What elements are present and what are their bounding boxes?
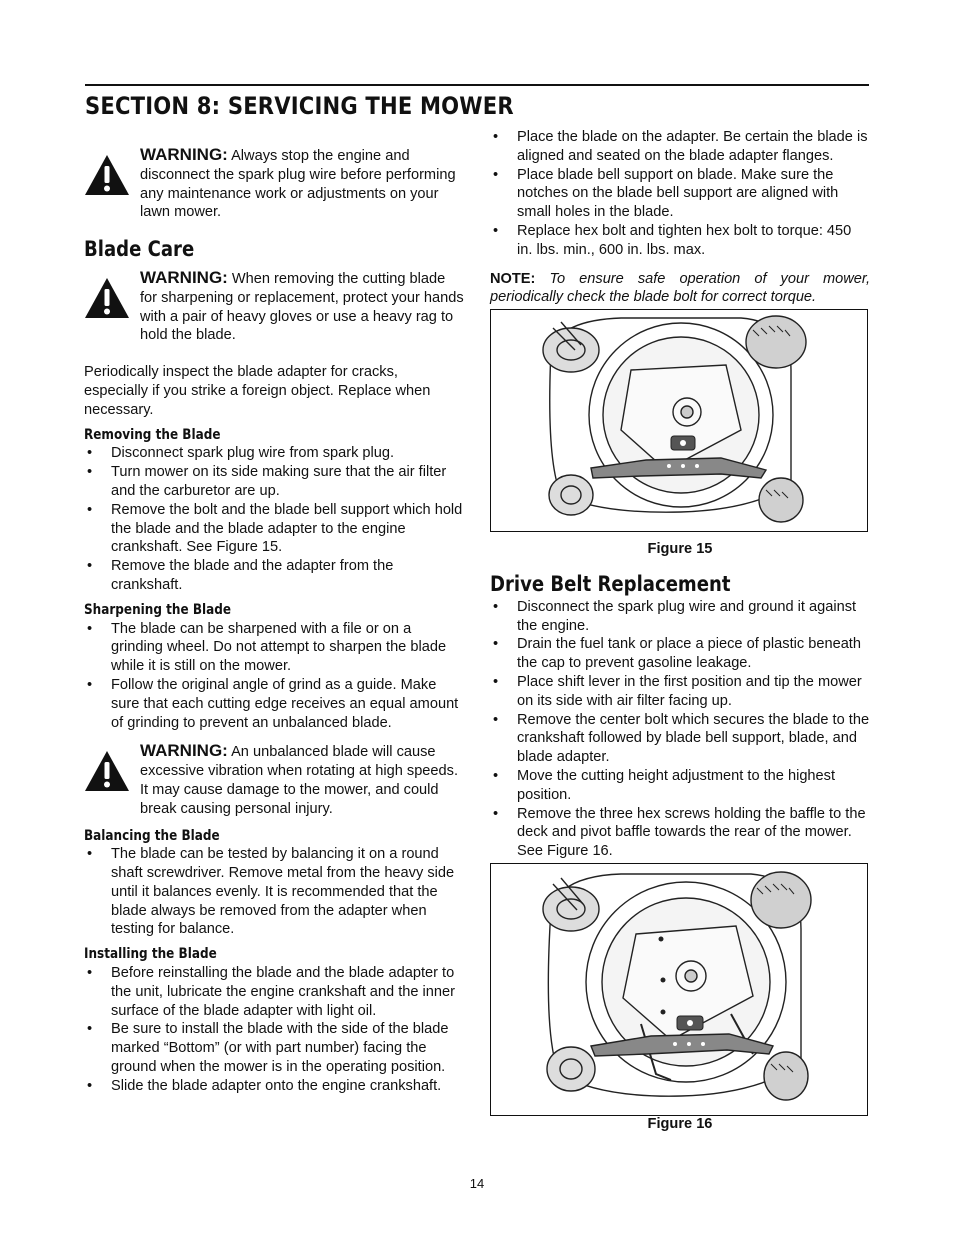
left-column: [84, 146, 464, 1096]
right-column: [490, 128, 870, 1134]
figure-16-caption: Figure 16: [647, 1115, 713, 1132]
list-item: • Drain the fuel tank or place a piece of plastic beneath the cap to prevent gasoline leakage.: [490, 635, 870, 673]
top-rule: [85, 84, 869, 86]
warning-block-gloves: [84, 269, 464, 345]
warning-block-maintenance: [84, 146, 464, 222]
torque-note: [490, 270, 870, 308]
list-item: • Remove the blade and the adapter from the crankshaft.: [84, 557, 464, 595]
balancing-blade-heading: Balancing the Blade: [84, 827, 220, 844]
list-item: • The blade can be tested by balancing it on a round shaft screwdriver. Remove metal from the heavy side until it balances evenly. It is recommended that the blade always be removed from the adapter when testing for balance.: [84, 845, 464, 939]
list-item: • The blade can be sharpened with a file or on a grinding wheel. Do not attempt to sharpen the blade while it is still on the mower.: [84, 620, 464, 676]
list-item: • Place shift lever in the first position and tip the mower on its side with air filter facing up.: [490, 673, 870, 711]
drive-belt-list: [490, 598, 870, 861]
removing-blade-heading: Removing the Blade: [84, 426, 221, 443]
installing-blade-heading: Installing the Blade: [84, 946, 217, 963]
list-item: • Disconnect the spark plug wire and ground it against the engine.: [490, 598, 870, 636]
warning-label: WARNING:: [140, 741, 228, 761]
list-item: • Place blade bell support on blade. Make sure the notches on the blade bell support are aligned with small holes in the blade.: [490, 166, 870, 222]
list-item: • Move the cutting height adjustment to the highest position.: [490, 767, 870, 805]
warning-text: When removing the cutting blade for sharpening or replacement, protect your hands with a pair of heavy gloves or use a heavy rag to hold the blade.: [140, 270, 464, 344]
note-text: To ensure safe operation of your mower, periodically check the blade bolt for correct torque.: [490, 270, 870, 306]
list-item: • Remove the three hex screws holding the baffle to the deck and pivot baffle towards the rear of the mower. See Figure 16.: [490, 805, 870, 861]
removing-blade-list: [84, 444, 464, 594]
mower-underside-blade-illustration: [491, 310, 867, 531]
drive-belt-heading: Drive Belt Replacement: [490, 571, 731, 596]
warning-label: WARNING:: [140, 145, 228, 164]
list-item: • Before reinstalling the blade and the blade adapter to the unit, lubricate the engine crankshaft and the inner surface of the blade adapter with light oil.: [84, 964, 464, 1020]
list-item: • Disconnect spark plug wire from spark plug.: [84, 444, 464, 463]
sharpening-blade-list: [84, 620, 464, 733]
note-label: NOTE:: [490, 270, 536, 287]
warning-text: Always stop the engine and disconnect the spark plug wire before performing any maintenance work or adjustments on your lawn mower.: [140, 148, 456, 221]
figure-15-frame: [490, 309, 868, 532]
list-item: • Place the blade on the adapter. Be certain the blade is aligned and seated on the blade adapter flanges.: [490, 128, 870, 166]
warning-label: WARNING:: [140, 267, 228, 287]
warning-triangle-icon: [84, 277, 130, 319]
installing-blade-list: [84, 964, 464, 1096]
list-item: • Replace hex bolt and tighten hex bolt to torque: 450 in. lbs. min., 600 in. lbs. max.: [490, 222, 870, 260]
warning-text: An unbalanced blade will cause excessive vibration when rotating at high speeds. It may cause damage to the mower, and could break causing personal injury.: [140, 744, 459, 817]
figure-15-caption: Figure 15: [647, 541, 713, 558]
list-item: • Slide the blade adapter onto the engine crankshaft.: [84, 1077, 464, 1096]
warning-triangle-icon: [84, 154, 130, 196]
install-continued-list: [490, 128, 870, 260]
section-title: SECTION 8: SERVICING THE MOWER: [85, 92, 514, 120]
warning-triangle-icon: [84, 750, 130, 792]
list-item: • Remove the center bolt which secures the blade to the crankshaft followed by blade bell support, blade, and blade adapter.: [490, 711, 870, 767]
list-item: • Turn mower on its side making sure that the air filter and the carburetor are up.: [84, 463, 464, 501]
mower-baffle-illustration: [491, 864, 867, 1115]
sharpening-blade-heading: Sharpening the Blade: [84, 601, 232, 618]
balancing-blade-list: [84, 845, 464, 939]
figure-16-frame: [490, 863, 868, 1116]
page-number: 14: [469, 1176, 485, 1191]
warning-block-unbalanced: [84, 742, 464, 818]
blade-care-heading: Blade Care: [84, 237, 195, 262]
blade-care-intro: Periodically inspect the blade adapter for cracks, especially if you strike a foreign object. Replace when necessary.: [84, 364, 431, 418]
list-item: • Remove the bolt and the blade bell support which hold the blade and the blade adapter to the engine crankshaft. See Figure 15.: [84, 501, 464, 557]
list-item: • Be sure to install the blade with the side of the blade marked “Bottom” (or with part number) facing the ground when the mower is in the operating position.: [84, 1020, 464, 1076]
list-item: • Follow the original angle of grind as a guide. Make sure that each cutting edge receives an equal amount of grinding to prevent an unbalanced blade.: [84, 676, 464, 732]
